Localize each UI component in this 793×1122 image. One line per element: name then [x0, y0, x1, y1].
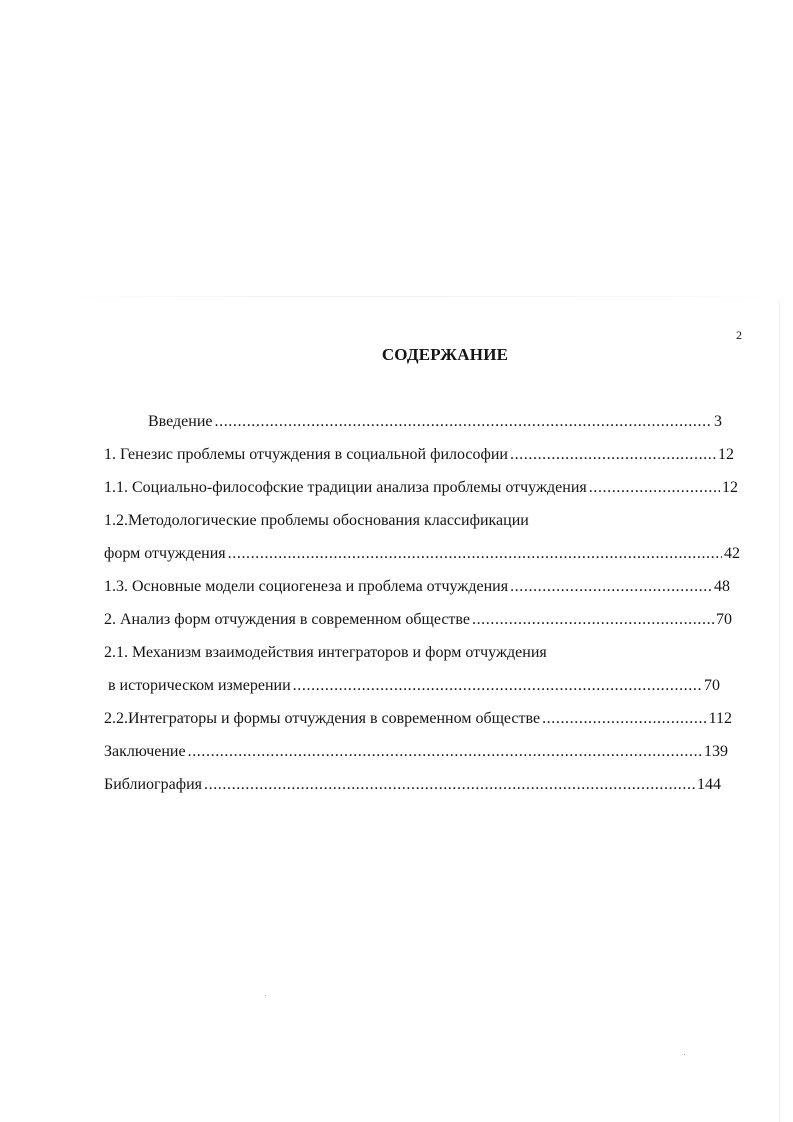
toc-dot-leader	[204, 775, 695, 795]
toc-dot-leader	[542, 709, 707, 729]
toc-entry-section-1-3[interactable]	[104, 577, 730, 597]
toc-entry-section-1-1[interactable]	[104, 478, 738, 498]
toc-dot-leader	[188, 742, 702, 762]
toc-dot-leader	[228, 544, 722, 564]
scan-speck	[684, 1054, 685, 1055]
toc-entry-chapter-2[interactable]	[104, 610, 732, 630]
page-title: СОДЕРЖАНИЕ	[381, 345, 509, 364]
toc-entry-title: 2. Анализ форм отчуждения в современном обществе	[104, 611, 470, 628]
toc-entry-page: 12	[718, 446, 734, 463]
toc-entry-page: 70	[716, 611, 732, 628]
toc-dot-leader	[215, 412, 713, 432]
toc-dot-leader	[293, 676, 702, 696]
toc-entry-title: форм отчуждения	[104, 545, 226, 562]
toc-entry-page: 3	[714, 413, 722, 430]
toc-entry-section-2-2[interactable]	[104, 709, 732, 729]
toc-entry-page: 42	[724, 545, 740, 562]
toc-entry-title: Библиография	[104, 776, 202, 793]
toc-entry-bibliography[interactable]	[104, 775, 721, 795]
toc-entry-page: 12	[722, 479, 738, 496]
toc-entry-page: 48	[714, 578, 730, 595]
scan-speck	[265, 995, 266, 996]
scan-edge-top	[48, 296, 783, 297]
toc-entry-title: Заключение	[104, 743, 186, 760]
toc-entry-section-1-2-line1[interactable]: 1.2.Методологические проблемы обоснования классификации	[104, 512, 529, 529]
toc-entry-page: 70	[704, 677, 720, 694]
toc-entry-section-2-1[interactable]	[104, 676, 720, 696]
toc-entry-title: Введение	[148, 413, 213, 430]
toc-dot-leader	[589, 478, 720, 498]
toc-dot-leader	[510, 445, 716, 465]
toc-dot-leader	[510, 577, 712, 597]
toc-entry-title: 1. Генезис проблемы отчуждения в социальной философии	[104, 446, 508, 463]
page-number: 2	[736, 328, 742, 342]
toc-entry-title: 1.1. Социально-философские традиции анализа проблемы отчуждения	[104, 479, 587, 496]
toc-entry-page: 112	[708, 710, 732, 727]
scan-edge-right	[779, 300, 780, 1122]
toc-entry-section-2-1-line1[interactable]: 2.1. Механизм взаимодействия интеграторов и форм отчуждения	[104, 644, 547, 661]
toc-entry-title: в историческом измерении	[104, 677, 291, 694]
toc-entry-title: 2.2.Интеграторы и формы отчуждения в современном обществе	[104, 710, 541, 727]
toc-entry-chapter-1[interactable]	[104, 445, 734, 465]
toc-entry-page: 144	[697, 776, 721, 793]
toc-entry-introduction[interactable]	[148, 412, 722, 432]
toc-entry-title: 1.3. Основные модели социогенеза и проблема отчуждения	[104, 578, 509, 595]
toc-entry-section-1-2[interactable]	[104, 544, 740, 564]
toc-entry-page: 139	[704, 743, 728, 760]
toc-entry-conclusion[interactable]	[104, 742, 728, 762]
toc-dot-leader	[472, 610, 714, 630]
